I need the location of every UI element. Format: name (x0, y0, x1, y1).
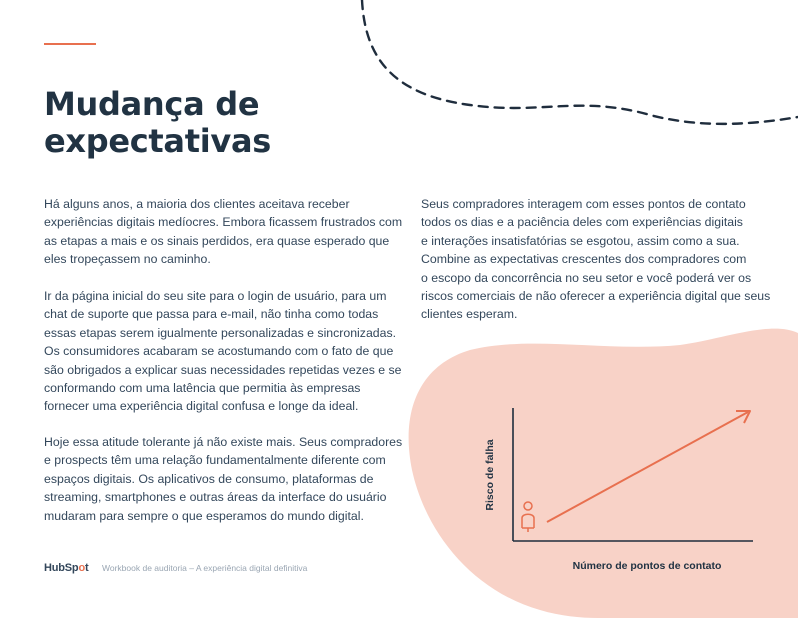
accent-rule (44, 43, 96, 45)
y-axis-label: Risco de falha (484, 439, 496, 511)
page-title: Mudança de expectativas (44, 85, 271, 160)
x-axis-label: Número de pontos de contato (572, 560, 722, 572)
left-paragraph-3: Hoje essa atitude tolerante já não existe mais. Seus compradores e prospects têm uma relação fundamentalmente diferente com espaços digitais. Os aplicativos de consumo, plataformas de streaming, smartphones e outras áreas da interface do usuário mudaram para sempre o que esperamos do mundo digital. (44, 435, 403, 523)
hubspot-logo: HubSpot (44, 562, 89, 574)
footer-caption: Workbook de auditoria – A experiência digital definitiva (102, 563, 308, 573)
left-paragraph-1: Há alguns anos, a maioria dos clientes aceitava receber experiências digitais medíocres. Embora ficassem frustrados com as etapas a mais e os sinais perdidos, era quase esperado que eles tropeçassem no caminho. (44, 197, 403, 267)
trend-arrow-line (547, 412, 748, 522)
right-paragraph-1: Seus compradores interagem com esses pontos de contato todos os dias e a paciência deles com experiências digitais e interações insatisfatórias se esgotou, assim como a sua. Combine as expectativas crescentes dos compradores com o escopo da concorrência no seu setor e você poderá ver os riscos comerciais de não oferecer a experiência digital que seus clientes esperam. (421, 197, 771, 322)
person-icon (522, 502, 534, 532)
left-paragraph-2: Ir da página inicial do seu site para o login de usuário, para um chat de suporte que passa para e-mail, não tinha como todas essas etapas serem igualmente personalizadas e sincronizadas. Os consumidores acabaram se acostumando com o fato de que são obrigados a explicar suas necessidades repetidas vezes e se conformando com uma latência que permitia às empresas fornecer uma experiência digital confusa e longe da ideal. (44, 289, 402, 414)
